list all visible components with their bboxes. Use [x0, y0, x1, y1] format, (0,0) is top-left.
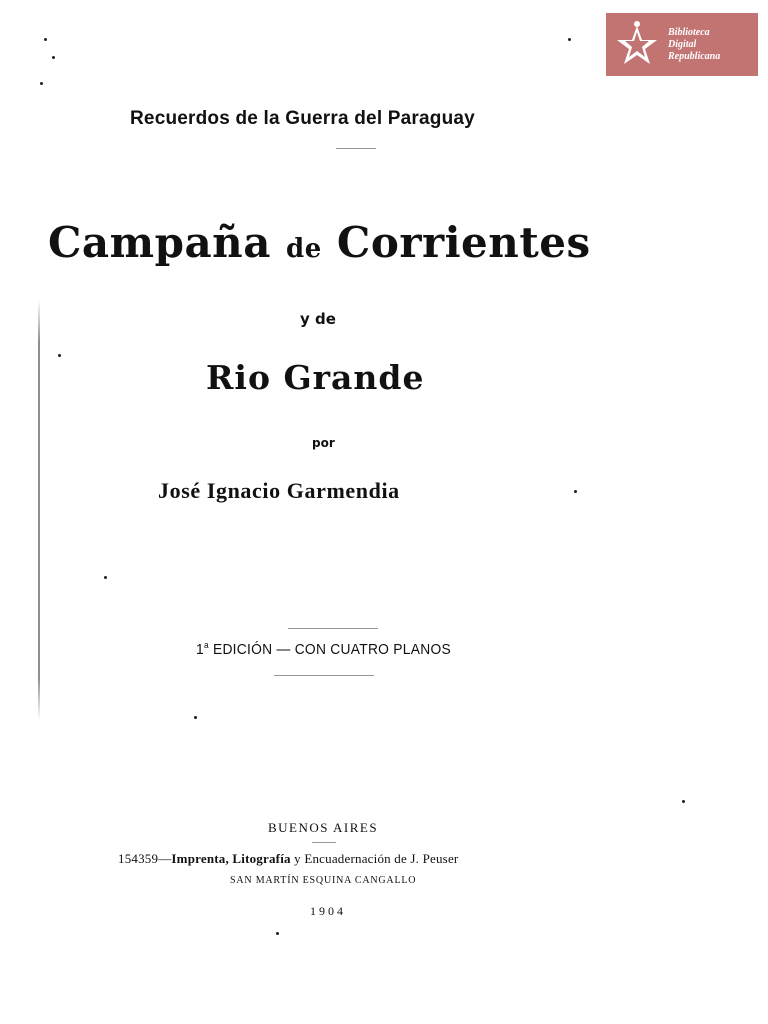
author-prefix: por [312, 436, 335, 450]
scan-speck [58, 354, 61, 357]
scan-speck [276, 932, 279, 935]
series-title: Recuerdos de la Guerra del Paraguay [130, 108, 475, 129]
book-subtitle: Rio Grande [206, 358, 425, 397]
divider [312, 842, 336, 843]
edition-number: 1 [196, 641, 204, 658]
scan-speck [194, 716, 197, 719]
star-emblem-icon [610, 18, 664, 72]
author-name: José Ignacio Garmendia [158, 478, 400, 503]
divider [274, 675, 374, 676]
imprint-printer [118, 851, 538, 867]
title-part-2: Corrientes [336, 218, 591, 267]
imprint-year: 1904 [310, 904, 346, 918]
title-connector-2: y de [300, 310, 336, 328]
imprint-address: SAN MARTÍN ESQUINA CANGALLO [230, 875, 417, 886]
edition-statement [196, 640, 451, 658]
logo-line-1: Biblioteca [668, 26, 710, 38]
scan-margin-shadow [38, 300, 40, 720]
divider [336, 148, 376, 149]
scan-speck [40, 82, 43, 85]
scan-speck [568, 38, 571, 41]
imprint-code: 154359— [118, 851, 172, 866]
imprint-printer-rest: y Encuadernación de J. Peuser [290, 851, 459, 866]
divider [288, 628, 378, 629]
scan-speck [104, 576, 107, 579]
library-logo-text [668, 27, 720, 63]
library-logo [606, 13, 758, 76]
title-connector: de [286, 234, 322, 264]
logo-line-2: Digital [668, 38, 697, 50]
book-title [48, 218, 608, 267]
logo-line-3: Republicana [668, 50, 721, 62]
scan-speck [44, 38, 47, 41]
scan-speck [682, 800, 685, 803]
edition-text: EDICIÓN — CON CUATRO PLANOS [208, 641, 451, 658]
scan-speck [52, 56, 55, 59]
scan-speck [574, 490, 577, 493]
imprint-printer-bold: Imprenta, Litografía [171, 851, 291, 866]
edition-ordinal: a [203, 640, 209, 650]
imprint-city: BUENOS AIRES [268, 820, 379, 835]
title-part-1: Campaña [48, 218, 271, 267]
